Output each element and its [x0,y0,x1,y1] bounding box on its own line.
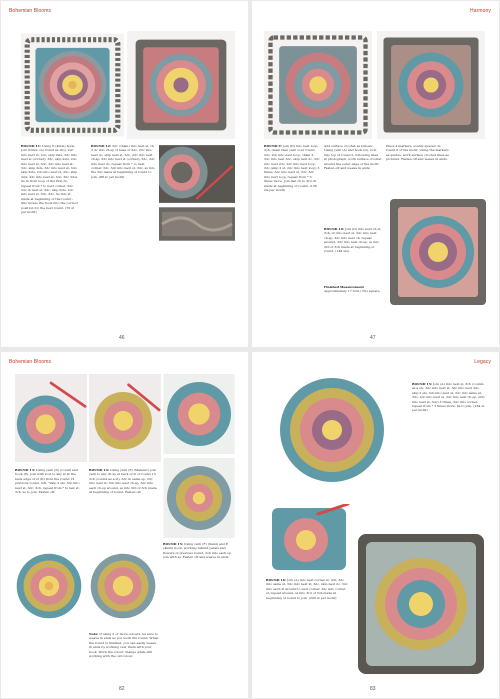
crochet-motif-photo [21,31,124,139]
pattern-text-column: ROUND 15: Using yarn (F) (Sand) and E (4mm) hook, working behind petals and flowers of previous round, 3ch into each sp, join with ss. Fasten off and weave in ends. [163,542,232,560]
running-header: Bohemian Blooms [9,359,52,365]
page-number: 46 [119,335,125,341]
pattern-text-column: ROUND 16: Join (A) into next corner st, 3ch, 3dc into same st, 3dc into next st, 3dc, skip next dc, 3dc into each st around to next corner, 3dc into corner st, repeat around, ss into 3rd of 3ch made at beginning of round to join. (200 st per motif) [266,578,348,600]
page-82 [1,352,248,698]
crochet-detail-photo [163,458,235,538]
pattern-text-column: ROUND 13: Using yarn (D) (Coral) and hook (E), join with sl st to any st at the back edge of st (D) from the round 12 previous round. 3ch, *skip 2 sts, 3dc into next st, 3dc, 3ch, repeat from * to last st, 3ch, ss to join. Fasten off. [15,468,80,495]
page-83 [252,352,499,698]
crochet-motif-photo [388,187,488,317]
pattern-note: Note: If using 3 or more colours, be sure to weave in ends as you work the round. When the round is finished, you can easily weave in ends by working over them with your hook. Work the colour change while still working with the old colour. [89,632,159,659]
running-header: Harmony [470,8,491,14]
pattern-text-column: ROUND 12: 3dc (chain) into next st, ch 2 dc into ch-sp of base of 3dc, 2dc into next dc, skip next st, 3dc, 2dc into next ch-sp, 3dc into next st (corner), 3dc, 2dc into next dc, repeat from * to next corner. 3dc, 3dc into next st, 3dc, ss into the 3dc made at beginning of round to join. (88 st per motif) [91,144,155,179]
crochet-motif-photo [127,31,235,139]
crochet-motif-photo [264,31,372,139]
pattern-text-column: ROUND 10: Join (D) into next ch st, 3ch, dc into next st, 3dc into next ch-sp, 3dc into next ch, repeat around, 3dc into next ch-sp, ss into 3rd of 3ch made at beginning of round. (148 sts) [324,227,382,254]
crochet-flower-photo [89,550,157,622]
crochet-detail-photo [159,145,235,203]
page-number: 47 [370,335,376,341]
crochet-detail-photo [15,374,87,462]
pattern-text-column: Add surface crochet as follows: Using yarn (A) and hook (G), sl st into top of round 5, following lines in photograph, work surface crochet around the outer edge of the motif. Fasten off and weave in ends. [324,144,382,171]
pattern-text-column: ROUND 14: Using yarn (E) (Mamaro) join yarn to any ch-sp at back of st of round 13, 3ch (counts as a st), 3dc in same sp, 2dc into next st, 3dc into next ch-sp, 3dc into each ch-sp around, ss into 3rd of 3ch made at beginning of round. Fasten off. [89,468,157,495]
page-number: 82 [119,686,125,692]
crochet-detail-photo [266,504,350,574]
crochet-detail-photo [163,374,235,454]
pattern-text-column: ROUND 15: Join (A) into next st, 3ch (counts as a st), 3dc into next st, 3dc into next 3dc, skip 2 sts, 3dc into next st, 2dc into same st, 3dc, 2dc into next st, 3dc into next ch-sp, (2dc into next st, 3dc) 3 times, 3dc into corner, repeat from * 3 times more. Ss to join. (184 st per motif) [412,382,485,413]
pattern-text-column: ROUND 9: Join (D) into next loop, 3ch, chain then yarn over round, 3dc, 2dc into next loop, chain 2, 3dc into next 3dc, skip next dc, 2dc into next 2dc, 2dc into next loop, 2dc (skip 2 st, 2dc into next loop) 3 times, 3dc into next st, 3dc, 3dc into next loop, repeat from * 3 times more. Join last ch to 3rd ch made at beginning of round. (136 sts per motif) [264,144,320,193]
page-number: 83 [370,686,376,692]
page-46 [1,1,248,347]
running-header: Bohemian Blooms [9,8,52,14]
page-47 [252,1,499,347]
crochet-detail-photo [89,374,161,462]
pattern-text-column: ROUND 11: Using E (4mm) hook. Join (Draw on) round as st(i), 2dc into next st, 2dc, skip 2sts, 3dc into next st (corner), 3dc, skip 2sts, 2dc into next st, 3dc, 2dc into next st, 3dc, skip 2sts, 3dc into next st, 3dc, skip 2sts, 2dc into next st, 3dc, skip 2sts, 2dc into next st, 3dc, 3dc 3dcs. Ss in front loop of the first dc, repeat from * to next corner. 3dc, 3dc in next st, 3dc, skip 2sts, 2dc into next st, 3dc, 3dc. Ss into st made at beginning of the round – this moves the hook into the correct position for the next round. (76 st per motif) [21,144,79,215]
finished-measurement: Finished Measurement Approximately 17.5cm (7in) square. [324,285,381,294]
crochet-flower-photo [15,550,83,622]
running-header: Legacy [474,359,491,365]
crochet-flower-photo [274,374,402,484]
crochet-motif-photo [354,522,488,682]
pattern-text-column: Place 4 markers, evenly spaced, in round 6 of the motif. Using the markers as guides, work surface crochet lines as pictured. Fasten off and weave in ends. [386,144,449,162]
crochet-detail-photo [159,207,235,241]
crochet-motif-photo [376,31,486,139]
